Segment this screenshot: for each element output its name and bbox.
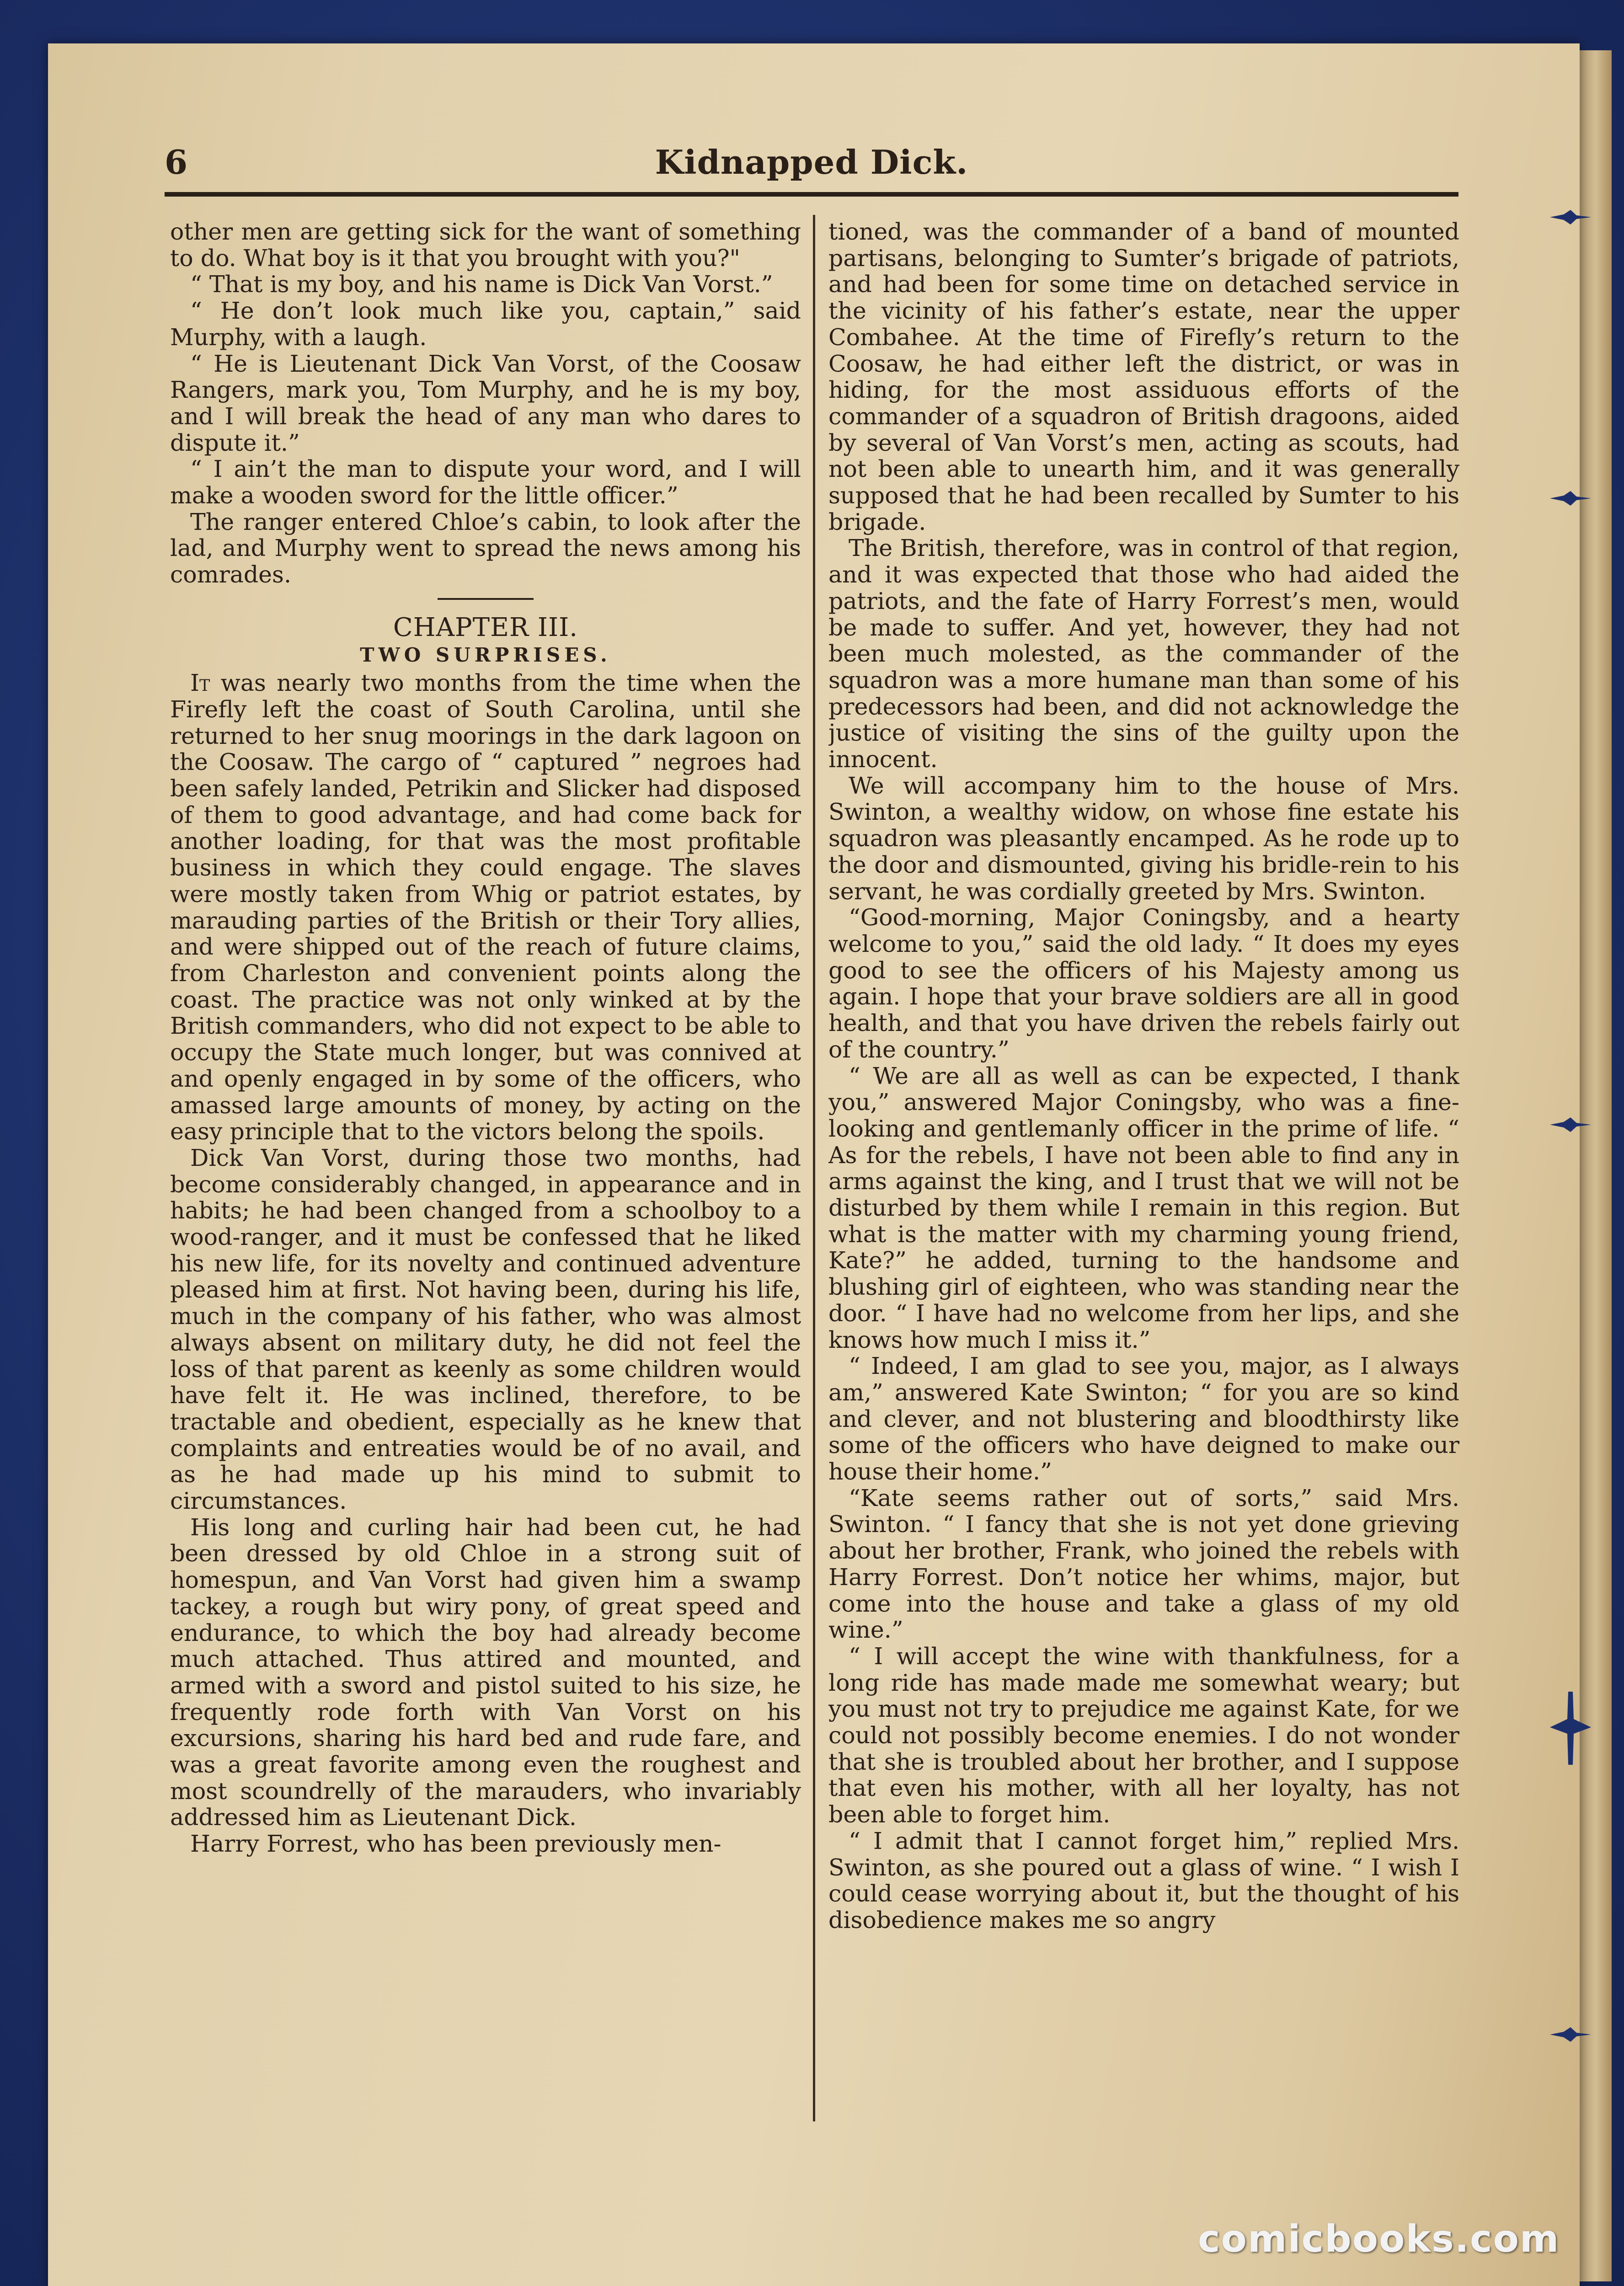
paragraph: “ I will accept the wine with thankfulness, for a long ride has made made me somewhat weary; but you must not try to prejudice me against Kate, for we could not possibly become enemies. I do not wonder that she is troubled about her brother, and I suppose that even his mother, with all her loyalty, has not been able to forget him. <box>828 1642 1459 1828</box>
binding-tear-mark <box>1550 1116 1591 1134</box>
paragraph: We will accompany him to the house of Mrs. Swinton, a wealthy widow, on whose fine estate his squadron was pleasantly encamped. As he rode up to the door and dismounted, giving his bridle-rein to his servant, he was cordially greeted by Mrs. Swinton. <box>828 772 1459 905</box>
site-watermark: comicbooks.com <box>1198 2217 1560 2261</box>
paragraph: “ Indeed, I am glad to see you, major, as I always am,” answered Kate Swinton; “ for you are so kind and clever, and not blustering and bloodthirsty like some of the officers who have deigned to make our house their home.” <box>828 1352 1459 1485</box>
paragraph: “ He don’t look much like you, captain,” said Murphy, with a laugh. <box>170 297 801 351</box>
binding-tear-mark <box>1550 1692 1591 1765</box>
paragraph: “ He is Lieutenant Dick Van Vorst, of the Coosaw Rangers, mark you, Tom Murphy, and he is my boy, and I will break the head of any man who dares to dispute it.” <box>170 350 801 456</box>
paragraph: Harry Forrest, who has been previously men- <box>190 1830 721 1858</box>
section-divider <box>438 598 534 600</box>
paragraph: tioned, was the commander of a band of mounted partisans, belonging to Sumter’s brigade of patriots, and had been for some time on detached service in the vicinity of his father’s estate, near the upper Combahee. At the time of Firefly’s return to the Coosaw, he had either left the district, or was in hiding, for the most assiduous efforts of the commander of a squadron of British dragoons, aided by several of Van Vorst’s men, acting as scouts, had not been able to unearth him, and it was generally supposed that he had been recalled by Sumter to his brigade. <box>828 219 1459 535</box>
paragraph: “Good-morning, Major Coningsby, and a hearty welcome to you,” said the old lady. “ It does my eyes good to see the officers of his Majesty among us again. I hope that your brave soldiers are all in good health, and that you have driven the rebels fairly out of the country.” <box>828 904 1459 1063</box>
running-title: Kidnapped Dick. <box>655 143 968 182</box>
page-header <box>165 143 1458 193</box>
header-rule <box>165 192 1458 197</box>
paragraph: The British, therefore, was in control of that region, and it was expected that those who had aided the patriots, and the fate of Harry Forrest’s men, would be made to suffer. And yet, however, they had not been much molested, as the commander of the squadron was a more humane man than some of his predecessors had been, and did not acknowledge the justice of visiting the sins of the guilty upon the innocent. <box>828 534 1459 773</box>
binding-tear-mark <box>1550 489 1591 507</box>
paragraph: “ That is my boy, and his name is Dick Van Vorst.” <box>190 271 773 298</box>
right-column <box>828 219 1459 2120</box>
left-column <box>170 219 801 2120</box>
page-edge <box>1580 50 1612 2281</box>
paragraph: The ranger entered Chloe’s cabin, to look after the lad, and Murphy went to spread the news among his comrades. <box>170 508 801 588</box>
paragraph: “ We are all as well as can be expected, I thank you,” answered Major Coningsby, who was a fine-looking and gentlemanly officer in the prime of life. “ As for the rebels, I have not been able to find any in arms against the king, and I trust that we will not be disturbed by them while I remain in this region. But what is the matter with my charming young friend, Kate?” he added, turning to the handsome and blushing girl of eighteen, who was standing near the door. “ I have had no welcome from her lips, and she knows how much I miss it.” <box>828 1062 1459 1353</box>
paragraph-text: was nearly two months from the time when the Firefly left the coast of South Carolina, until she returned to her snug moorings in the dark lagoon on the Coosaw. The cargo of “ captured ” negroes had been safely landed, Petrikin and Slicker had disposed of them to good advantage, and had come back for another loading, for that was the most profitable business in which they could engage. The slaves were mostly taken from Whig or patriot estates, by marauding parties of the British or their Tory allies, and were shipped out of the reach of future claims, from Charleston and convenient points along the coast. The practice was not only winked at by the British commanders, who did not expect to be able to occupy the State much longer, but was connived at and openly engaged in by some of the officers, who amassed large amounts of money, by acting on the easy principle that to the victors belong the spoils. <box>170 669 801 1145</box>
page-number: 6 <box>165 143 188 182</box>
paragraph: Dick Van Vorst, during those two months, had become considerably changed, in appearance and in habits; he had been changed from a schoolboy to a wood-ranger, and it must be confessed that he liked his new life, for its novelty and continued adventure pleased him at first. Not having been, during his life, much in the company of his father, who was almost always absent on military duty, he did not feel the loss of that parent as keenly as some children would have felt it. He was inclined, therefore, to be tractable and obedient, especially as he knew that complaints and entreaties would be of no avail, and as he had made up his mind to submit to circumstances. <box>170 1144 801 1515</box>
chapter-subtitle: TWO SURPRISES. <box>360 643 611 666</box>
lead-word: It <box>190 669 210 697</box>
paragraph: “ I ain’t the man to dispute your word, and I will make a wooden sword for the little officer.” <box>170 455 801 509</box>
binding-tear-mark <box>1550 208 1591 226</box>
column-divider <box>813 215 815 2121</box>
paragraph: His long and curling hair had been cut, he had been dressed by old Chloe in a strong suit of homespun, and Van Vorst had given him a swamp tackey, a rough but wiry pony, of great speed and endurance, to which the boy had already become much attached. Thus attired and mounted, and armed with a sword and pistol suited to his size, he frequently rode forth with Van Vorst on his excursions, sharing his hard bed and rude fare, and was a great favorite among even the roughest and most scoundrelly of the marauders, who invariably addressed him as Lieutenant Dick. <box>170 1513 801 1831</box>
paragraph: “Kate seems rather out of sorts,” said Mrs. Swinton. “ I fancy that she is not yet done grieving about her brother, Frank, who joined the rebels with Harry Forrest. Don’t notice her whims, major, but come into the house and take a glass of my old wine.” <box>828 1484 1459 1644</box>
binding-tear-mark <box>1550 2025 1591 2044</box>
chapter-title: CHAPTER III. <box>393 612 578 642</box>
paragraph: other men are getting sick for the want of something to do. What boy is it that you brought with you?" <box>170 219 801 272</box>
paragraph <box>170 670 801 1145</box>
paragraph: “ I admit that I cannot forget him,” replied Mrs. Swinton, as she poured out a glass of wine. “ I wish I could cease worrying about it, but the thought of his disobedience makes me so angry <box>828 1827 1459 1933</box>
